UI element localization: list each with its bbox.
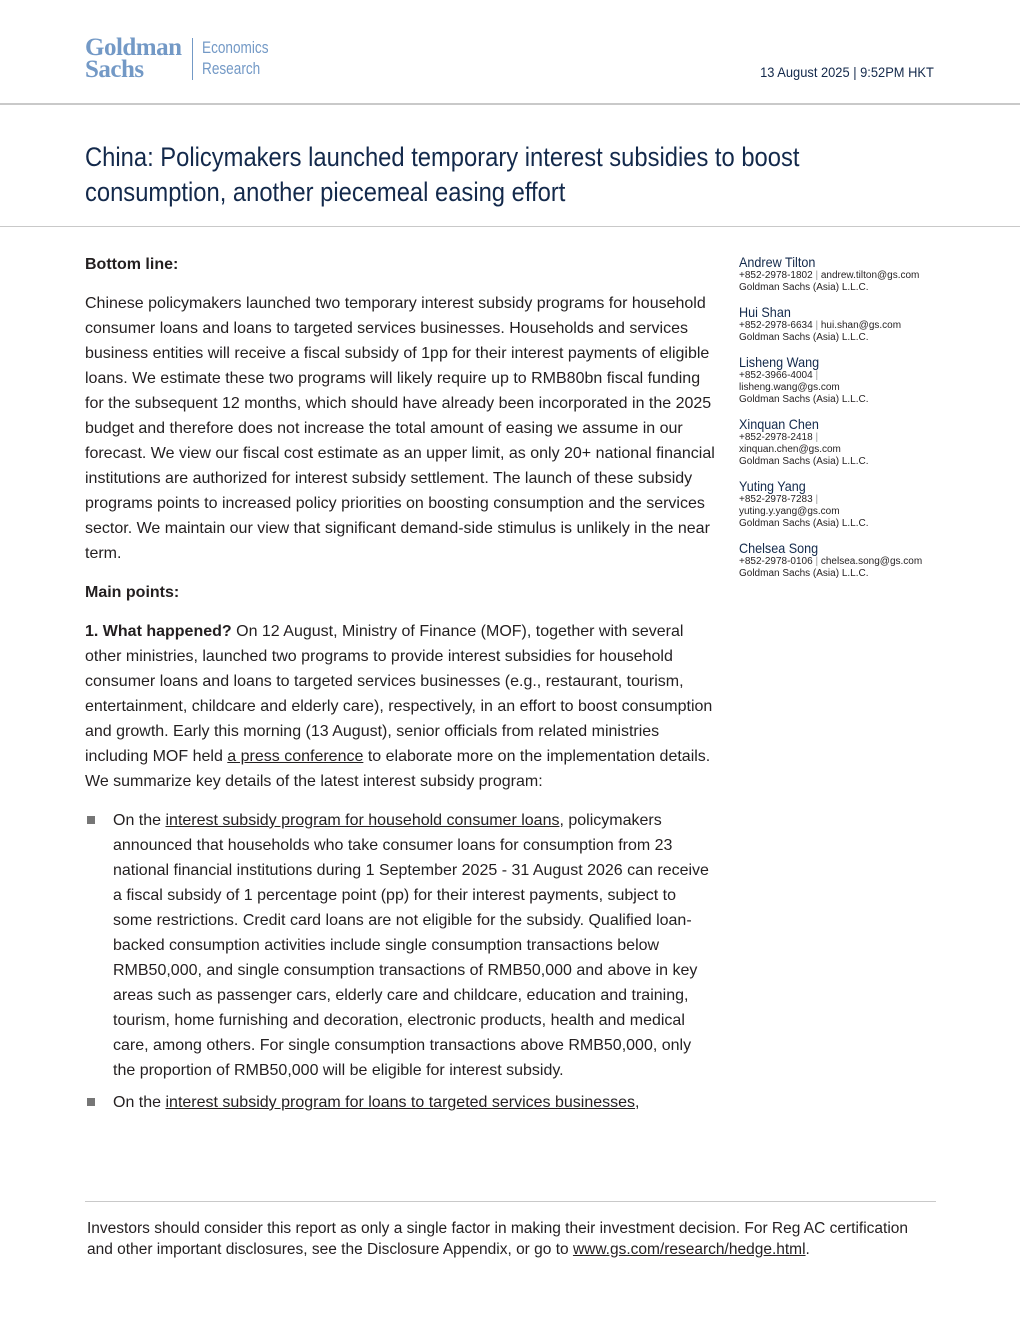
what-happened-lead: 1. What happened? — [85, 623, 232, 640]
author-card — [739, 254, 949, 294]
bullet-1-text: , policymakers announced that households who take consumer loans for consumption from 23 national financial institutions during 1 September 2025 - 31 August 2026 can receive a fiscal subsidy of 1 percentage point (pp) for their interest payments, subject to some restrictions. Credit card loans are not eligible for the subsidy. Qualified loan-backed consumption activities include single consumption transactions below RMB50,000, and single consumption transactions of RMB50,000 and above in key areas such as passenger cars, elderly care and childcare, education and training, tourism, home furnishing and decoration, electronic products, health and medical care, among others. For single consumption transactions above RMB50,000, only the proportion of RMB50,000 will be eligible for interest subsidy. — [113, 812, 709, 1079]
header-divider — [0, 103, 1020, 105]
disclosure-link[interactable]: www.gs.com/research/hedge.html — [572, 1240, 806, 1258]
author-phone: +852-2978-0106 — [739, 556, 813, 567]
author-firm: Goldman Sachs (Asia) L.L.C. — [739, 568, 869, 579]
bottom-line-heading: Bottom line: — [85, 256, 179, 273]
footer-end: . — [805, 1240, 810, 1258]
bullet-square-icon — [87, 1098, 95, 1106]
logo-line-1: Goldman — [85, 34, 182, 61]
logo-divider — [192, 38, 193, 80]
author-name[interactable]: Lisheng Wang — [739, 354, 820, 370]
bullet-2-pre: On the — [113, 1094, 166, 1111]
services-loans-program-link[interactable]: interest subsidy program for loans to targeted services businesses — [165, 1094, 636, 1111]
author-email[interactable]: andrew.tilton@gs.com — [820, 270, 920, 281]
author-firm: Goldman Sachs (Asia) L.L.C. — [739, 518, 869, 529]
footer-divider — [85, 1201, 936, 1202]
author-phone: +852-2978-6634 — [739, 320, 813, 331]
author-name[interactable]: Yuting Yang — [739, 478, 806, 494]
author-name[interactable]: Xinquan Chen — [739, 416, 819, 432]
author-contact: +852-2978-6634 | hui.shan@gs.com — [739, 320, 902, 331]
author-phone: +852-2978-2418 — [739, 432, 813, 443]
report-date: 13 August 2025 | 9:52PM HKT — [760, 64, 934, 80]
author-name[interactable]: Andrew Tilton — [739, 254, 816, 270]
author-phone: +852-2978-7283 — [739, 494, 813, 505]
what-happened-text-b: to elaborate more on the implementation details. We summarize key details of the latest interest subsidy program: — [85, 748, 711, 790]
author-phone: +852-2978-1802 — [739, 270, 813, 281]
press-conference-link[interactable]: a press conference — [227, 748, 364, 765]
division-name — [202, 37, 269, 79]
report-body — [85, 252, 715, 1122]
author-email[interactable]: hui.shan@gs.com — [820, 320, 902, 331]
author-contact: +852-3966-4004 | — [739, 370, 819, 381]
household-loans-program-link[interactable]: interest subsidy program for household consumer loans — [165, 812, 560, 829]
what-happened-paragraph — [85, 619, 715, 794]
author-email[interactable]: lisheng.wang@gs.com — [739, 382, 840, 393]
authors-sidebar — [739, 254, 949, 590]
title-divider — [0, 226, 1020, 227]
what-happened-text-a: On 12 August, Ministry of Finance (MOF), together with several other ministries, launched two programs to provide interest subsidies for household consumer loans and loans to targeted services businesses (e.g., restaurant, tourism, entertainment, childcare and elderly care), respectively, in an effort to boost consumption and growth. Early this morning (13 August), senior officials from related ministries including MOF held — [85, 623, 713, 765]
bottom-line-paragraph: Chinese policymakers launched two temporary interest subsidy programs for household consumer loans and loans to targeted services businesses. Households and services business entities will receive a fiscal subsidy of 1pp for their interest payments of eligible loans. We estimate these two programs will likely require up to RMB80bn fiscal funding for the subsequent 12 months, which should have already been incorporated in the 2025 budget and therefore does not increase the total amount of easing we assume in our forecast. We view our fiscal cost estimate as an upper limit, as only 20+ national financial institutions are authorized for interest subsidy settlement. The launch of these subsidy programs points to increased policy priorities on boosting consumption and the services sector. We maintain our view that significant demand-side stimulus is unlikely in the near term. — [85, 295, 715, 562]
division-line-1: Economics — [201, 38, 269, 57]
author-firm: Goldman Sachs (Asia) L.L.C. — [739, 456, 869, 467]
bullet-square-icon — [87, 816, 95, 824]
author-firm: Goldman Sachs (Asia) L.L.C. — [739, 282, 869, 293]
author-contact: +852-2978-2418 | — [739, 432, 819, 443]
author-email[interactable]: yuting.y.yang@gs.com — [739, 506, 840, 517]
author-contact: +852-2978-7283 | — [739, 494, 819, 505]
report-title: China: Policymakers launched temporary interest subsidies to boost consumption, another piecemeal easing effort — [85, 142, 800, 207]
disclosure-footer — [87, 1219, 937, 1260]
bullet-services-loans — [85, 1090, 715, 1115]
author-card — [739, 354, 949, 406]
author-email[interactable]: xinquan.chen@gs.com — [739, 444, 841, 455]
author-name[interactable]: Hui Shan — [739, 304, 791, 320]
division-line-2: Research — [201, 59, 260, 78]
author-name[interactable]: Chelsea Song — [739, 540, 819, 556]
footer-text: Investors should consider this report as only a single factor in making their investment decision. For Reg AC certification and other important disclosures, see the Disclosure Appendix, or go to — [87, 1220, 909, 1258]
logo-line-2: Sachs — [85, 56, 144, 83]
author-card — [739, 304, 949, 344]
author-card — [739, 416, 949, 468]
bullet-1-pre: On the — [113, 812, 166, 829]
author-card — [739, 478, 949, 530]
bullet-household-loans — [85, 808, 715, 1083]
author-firm: Goldman Sachs (Asia) L.L.C. — [739, 394, 869, 405]
author-contact: +852-2978-0106 | chelsea.song@gs.com — [739, 556, 923, 567]
author-phone: +852-3966-4004 — [739, 370, 813, 381]
author-email[interactable]: chelsea.song@gs.com — [820, 556, 923, 567]
main-points-heading: Main points: — [85, 584, 180, 601]
author-card — [739, 540, 949, 580]
logo-wordmark — [85, 34, 182, 83]
bullet-2-text: , — [635, 1094, 640, 1111]
author-contact: +852-2978-1802 | andrew.tilton@gs.com — [739, 270, 920, 281]
author-firm: Goldman Sachs (Asia) L.L.C. — [739, 332, 869, 343]
goldman-sachs-logo — [85, 34, 285, 83]
